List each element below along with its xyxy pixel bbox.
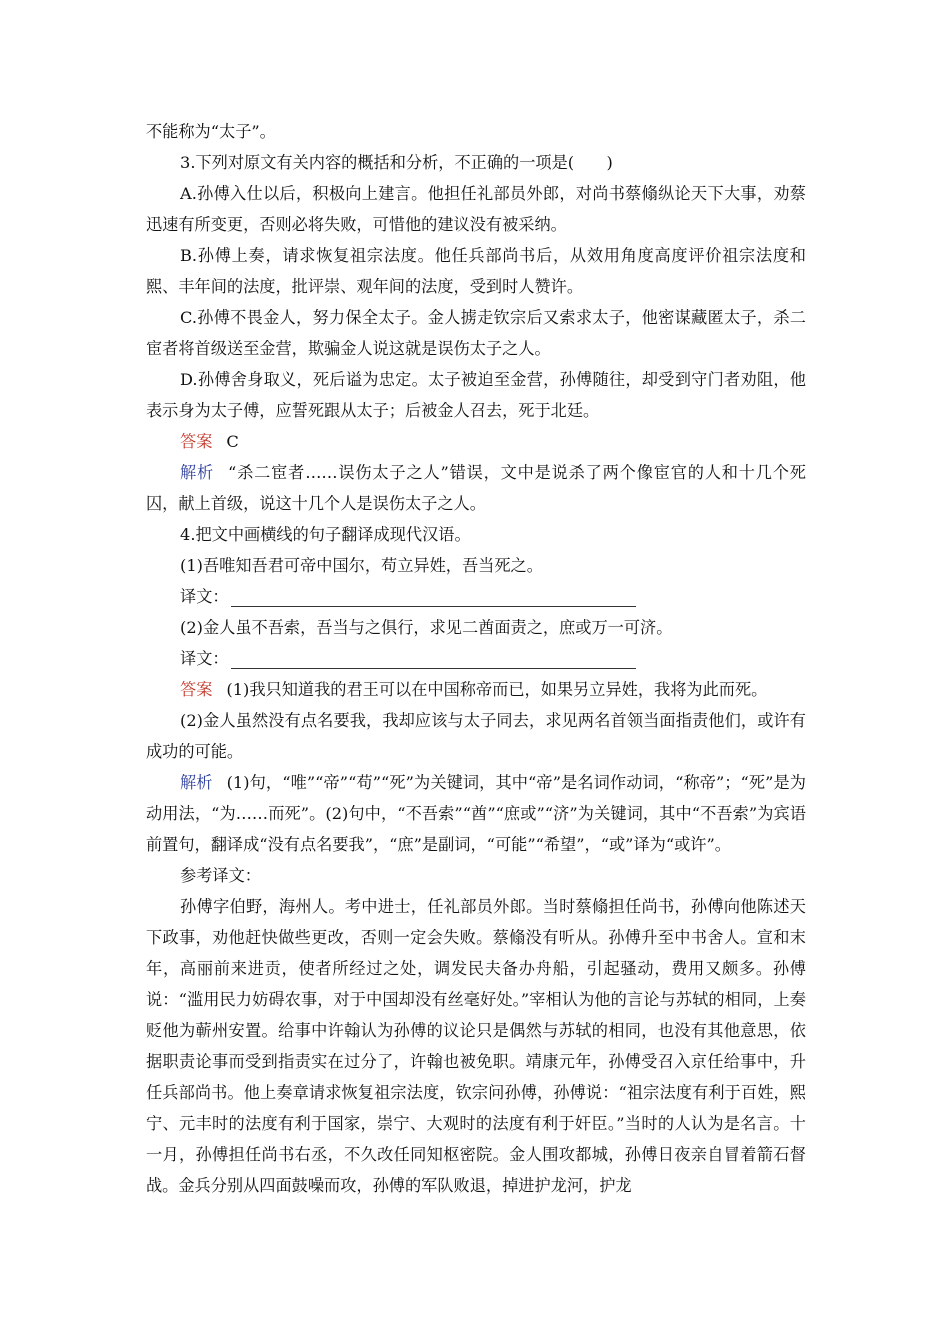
answer-label: 答案 (180, 680, 213, 699)
answer-text: (1)我只知道我的君王可以在中国称帝而已，如果另立异姓，我将为此而死。 (226, 680, 768, 699)
reference-translation: 孙傅字伯野，海州人。考中进士，任礼部员外郎。当时蔡翛担任尚书，孙傅向他陈述天下政事，劝他赶快做些更改，否则一定会失败。蔡翛没有听从。孙傅升至中书舍人。宣和末年，高丽前来进贡，使者所经过之处，调发民夫备办舟船，引起骚动，费用又颇多。孙傅说：“滥用民力妨碍农事，对于中国却没有丝毫好处。”宰相认为他的言论与苏轼的相同，上奏贬他为蕲州安置。给事中许翰认为孙傅的议论只是偶然与苏轼的相同，也没有其他意思，依据职责论事而受到指责实在过分了，许翰也被免职。靖康元年，孙傅受召入京任给事中，升任兵部尚书。他上奏章请求恢复祖宗法度，钦宗问孙傅，孙傅说：“祖宗法度有利于百姓，熙宁、元丰时的法度有利于国家，崇宁、大观时的法度有利于奸臣。”当时的人认为是名言。十一月，孙傅担任尚书右丞，不久改任同知枢密院。金人围攻都城，孙傅日夜亲自冒着箭石督战。金兵分别从四面鼓噪而攻，孙傅的军队败退，掉进护龙河，护龙 (146, 897, 806, 1195)
document-page (146, 116, 806, 1201)
question-4-sentence-2: (2)金人虽不吾索，吾当与之俱行，求见二酋面责之，庶或万一可济。 (180, 618, 673, 637)
explanation-label: 解析 (180, 463, 215, 482)
answer-blank[interactable] (231, 586, 636, 607)
translation-label: 译文： (180, 587, 229, 606)
translation-line-1 (146, 581, 806, 612)
option-a: A.孙傅入仕以后，积极向上建言。他担任礼部员外郎，对尚书蔡翛纵论天下大事，劝蔡迅速有所变更，否则必将失败，可惜他的建议没有被采纳。 (146, 184, 806, 234)
continuation-line: 不能称为“太子”。 (146, 122, 276, 141)
answer-value: C (226, 432, 239, 451)
explanation-3 (146, 457, 806, 519)
reference-title: 参考译文： (180, 866, 261, 885)
option-c: C.孙傅不畏金人，努力保全太子。金人掳走钦宗后又索求太子，他密谋藏匿太子，杀二宦者将首级送至金营，欺骗金人说这就是误伤太子之人。 (146, 308, 806, 358)
answer-blank[interactable] (231, 648, 636, 669)
question-3: 3.下列对原文有关内容的概括和分析，不正确的一项是( ) (180, 153, 613, 172)
answer-4-part-2: (2)金人虽然没有点名要我，我却应该与太子同去，求见两名首领当面指责他们，或许有成功的可能。 (146, 711, 806, 761)
translation-line-2 (146, 643, 806, 674)
translation-label: 译文： (180, 649, 229, 668)
explanation-text: “杀二宦者……误伤太子之人”错误，文中是说杀了两个像宦官的人和十几个死囚，献上首级，说这十几个人是误伤太子之人。 (146, 463, 806, 513)
explanation-text: (1)句，“唯”“帝”“苟”“死”为关键词，其中“帝”是名词作动词，“称帝”；“死”是为动用法，“为……而死”。(2)句中，“不吾索”“酋”“庶或”“济”为关键词，其中“不吾索”为宾语前置句，翻译成“没有点名要我”，“庶”是副词，“可能”“希望”，“或”译为“或许”。 (146, 773, 806, 854)
answer-3 (146, 426, 806, 457)
option-d: D.孙傅舍身取义，死后谥为忠定。太子被迫至金营，孙傅随往，却受到守门者劝阻，他表示身为太子傅，应誓死跟从太子；后被金人召去，死于北廷。 (146, 370, 806, 420)
answer-4-part-1 (146, 674, 806, 705)
question-4-sentence-1: (1)吾唯知吾君可帝中国尔，苟立异姓，吾当死之。 (180, 556, 543, 575)
question-4: 4.把文中画横线的句子翻译成现代汉语。 (180, 525, 471, 544)
explanation-label: 解析 (180, 773, 213, 792)
explanation-4 (146, 767, 806, 860)
answer-label: 答案 (180, 432, 213, 451)
option-b: B.孙傅上奏，请求恢复祖宗法度。他任兵部尚书后，从效用角度高度评价祖宗法度和熙、丰年间的法度，批评崇、观年间的法度，受到时人赞许。 (146, 246, 806, 296)
